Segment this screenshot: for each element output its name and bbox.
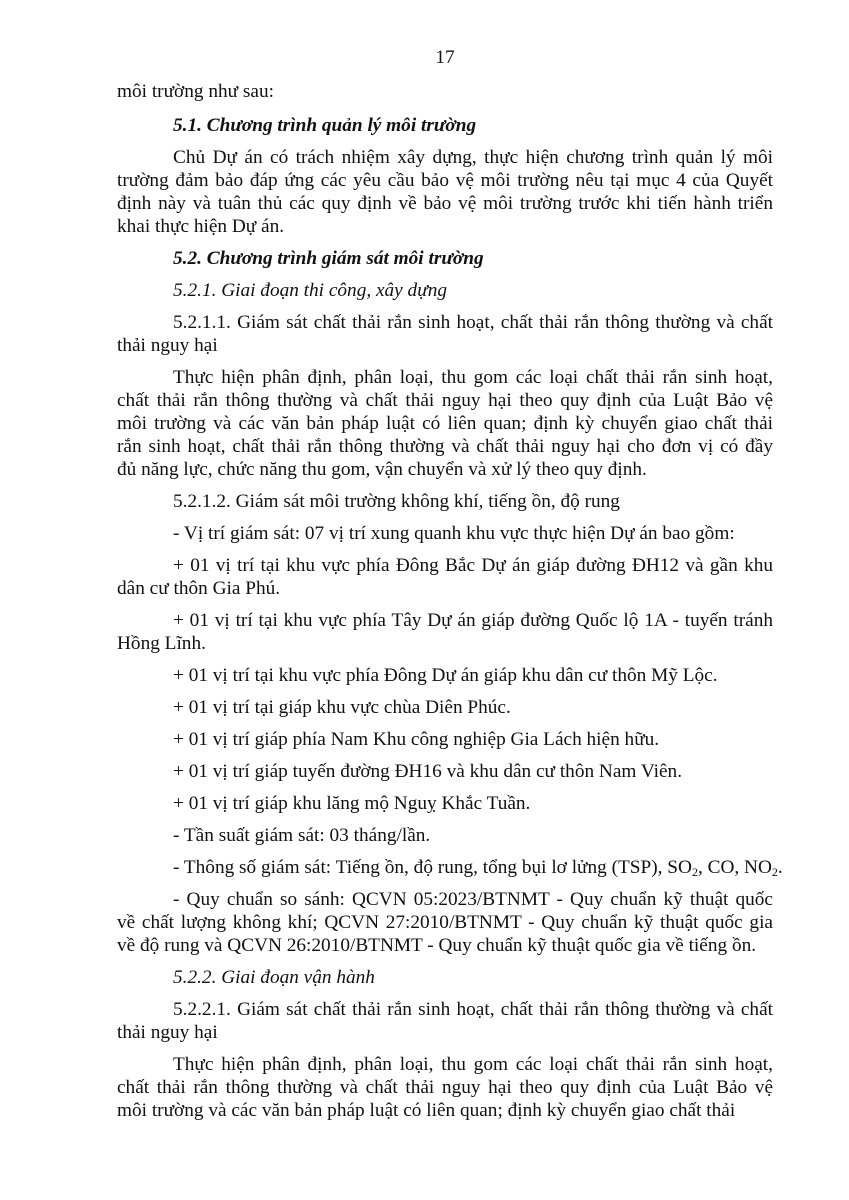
- section-heading: [117, 247, 773, 270]
- text-line: môi trường và các văn bản pháp luật có liên quan; định kỳ chuyển giao chất thải: [117, 413, 773, 434]
- text-line: + 01 vị trí giáp tuyến đường ĐH16 và khu dân cư thôn Nam Viên.: [173, 761, 683, 782]
- paragraph: [117, 490, 773, 513]
- paragraph: [117, 792, 773, 815]
- text-line: + 01 vị trí tại giáp khu vực chùa Diên Phúc.: [173, 697, 511, 718]
- text-line: 5.2.1.1. Giám sát chất thải rắn sinh hoạt, chất thải rắn thông thường và chất: [173, 312, 773, 333]
- text-line: trường đảm bảo đáp ứng các yêu cầu bảo vệ môi trường nêu tại mục 4 của Quyết: [117, 170, 773, 191]
- paragraph: [117, 146, 773, 238]
- paragraph: [117, 554, 773, 600]
- text-line: môi trường như sau:: [117, 81, 274, 102]
- text-line: 5.2.2.1. Giám sát chất thải rắn sinh hoạt, chất thải rắn thông thường và chất: [173, 999, 773, 1020]
- text-line: thải nguy hại: [117, 335, 218, 356]
- text-line: thải nguy hại: [117, 1022, 218, 1043]
- paragraph: [117, 728, 773, 751]
- paragraph: [117, 998, 773, 1044]
- paragraph: [117, 522, 773, 545]
- text-segment: .: [777, 857, 783, 878]
- text-line: 5.2.1. Giai đoạn thi công, xây dựng: [173, 280, 447, 301]
- text-line: Thực hiện phân định, phân loại, thu gom các loại chất thải rắn sinh hoạt,: [173, 1054, 773, 1075]
- text-segment: , CO, NO: [697, 857, 772, 878]
- page-number: 17: [435, 47, 455, 68]
- text-line: + 01 vị trí giáp phía Nam Khu công nghiệp Gia Lách hiện hữu.: [173, 729, 660, 750]
- paragraph: [117, 366, 773, 481]
- text-line: 5.2.2. Giai đoạn vận hành: [173, 967, 375, 988]
- subscript: 2: [691, 865, 698, 879]
- text-line: môi trường và các văn bản pháp luật có liên quan; định kỳ chuyển giao chất thải: [117, 1100, 736, 1121]
- paragraph: [117, 311, 773, 357]
- text-line: về chất lượng không khí; QCVN 27:2010/BTNMT - Quy chuẩn kỹ thuật quốc gia: [117, 912, 773, 933]
- text-line: 5.1. Chương trình quản lý môi trường: [173, 115, 477, 136]
- text-line: định này và tuân thủ các quy định về bảo vệ môi trường trước khi tiến hành triển: [117, 193, 773, 214]
- paragraph: [117, 80, 773, 103]
- text-line: rắn sinh hoạt, chất thải rắn thông thường và chất thải nguy hại cho đơn vị có đầy: [117, 436, 773, 457]
- text-line: 5.2. Chương trình giám sát môi trường: [173, 248, 484, 269]
- paragraph: [117, 696, 773, 719]
- text-line: + 01 vị trí giáp khu lăng mộ Nguỵ Khắc Tuần.: [173, 793, 531, 814]
- text-line: + 01 vị trí tại khu vực phía Đông Bắc Dự án giáp đường ĐH12 và gần khu: [173, 555, 773, 576]
- paragraph: [117, 856, 783, 879]
- text-segment: - Thông số giám sát: Tiếng ồn, độ rung, tổng bụi lơ lửng (TSP), SO: [173, 857, 692, 878]
- paragraph: [117, 664, 773, 687]
- text-line: khai thực hiện Dự án.: [117, 216, 285, 237]
- paragraph: [117, 760, 773, 783]
- document-body: [117, 80, 783, 1122]
- paragraph: [117, 609, 773, 655]
- text-line: Chủ Dự án có trách nhiệm xây dựng, thực hiện chương trình quản lý môi: [173, 147, 773, 168]
- text-line: + 01 vị trí tại khu vực phía Đông Dự án giáp khu dân cư thôn Mỹ Lộc.: [173, 665, 718, 686]
- text-line: - Vị trí giám sát: 07 vị trí xung quanh khu vực thực hiện Dự án bao gồm:: [173, 523, 735, 544]
- text-line: + 01 vị trí tại khu vực phía Tây Dự án giáp đường Quốc lộ 1A - tuyến tránh: [173, 610, 773, 631]
- text-line: Hồng Lĩnh.: [117, 633, 206, 654]
- text-line: đủ năng lực, chức năng thu gom, vận chuyển và xử lý theo quy định.: [117, 459, 647, 480]
- paragraph: [117, 1053, 773, 1122]
- text-line: chất thải rắn thông thường và chất thải nguy hại theo quy định của Luật Bảo vệ: [117, 390, 773, 411]
- text-line: 5.2.1.2. Giám sát môi trường không khí, tiếng ồn, độ rung: [173, 491, 620, 512]
- paragraph: [117, 888, 773, 957]
- section-heading: [117, 966, 773, 989]
- paragraph: [117, 824, 773, 847]
- text-line: Thực hiện phân định, phân loại, thu gom các loại chất thải rắn sinh hoạt,: [173, 367, 773, 388]
- section-heading: [117, 114, 773, 137]
- text-line: dân cư thôn Gia Phú.: [117, 578, 281, 599]
- text-line: - Quy chuẩn so sánh: QCVN 05:2023/BTNMT - Quy chuẩn kỹ thuật quốc: [173, 889, 773, 910]
- text-line: - Tần suất giám sát: 03 tháng/lần.: [173, 825, 431, 846]
- text-line: [117, 856, 783, 879]
- section-heading: [117, 279, 773, 302]
- text-line: chất thải rắn thông thường và chất thải nguy hại theo quy định của Luật Bảo vệ: [117, 1077, 773, 1098]
- subscript: 2: [771, 865, 778, 879]
- text-line: về độ rung và QCVN 26:2010/BTNMT - Quy chuẩn kỹ thuật quốc gia về tiếng ồn.: [117, 935, 757, 956]
